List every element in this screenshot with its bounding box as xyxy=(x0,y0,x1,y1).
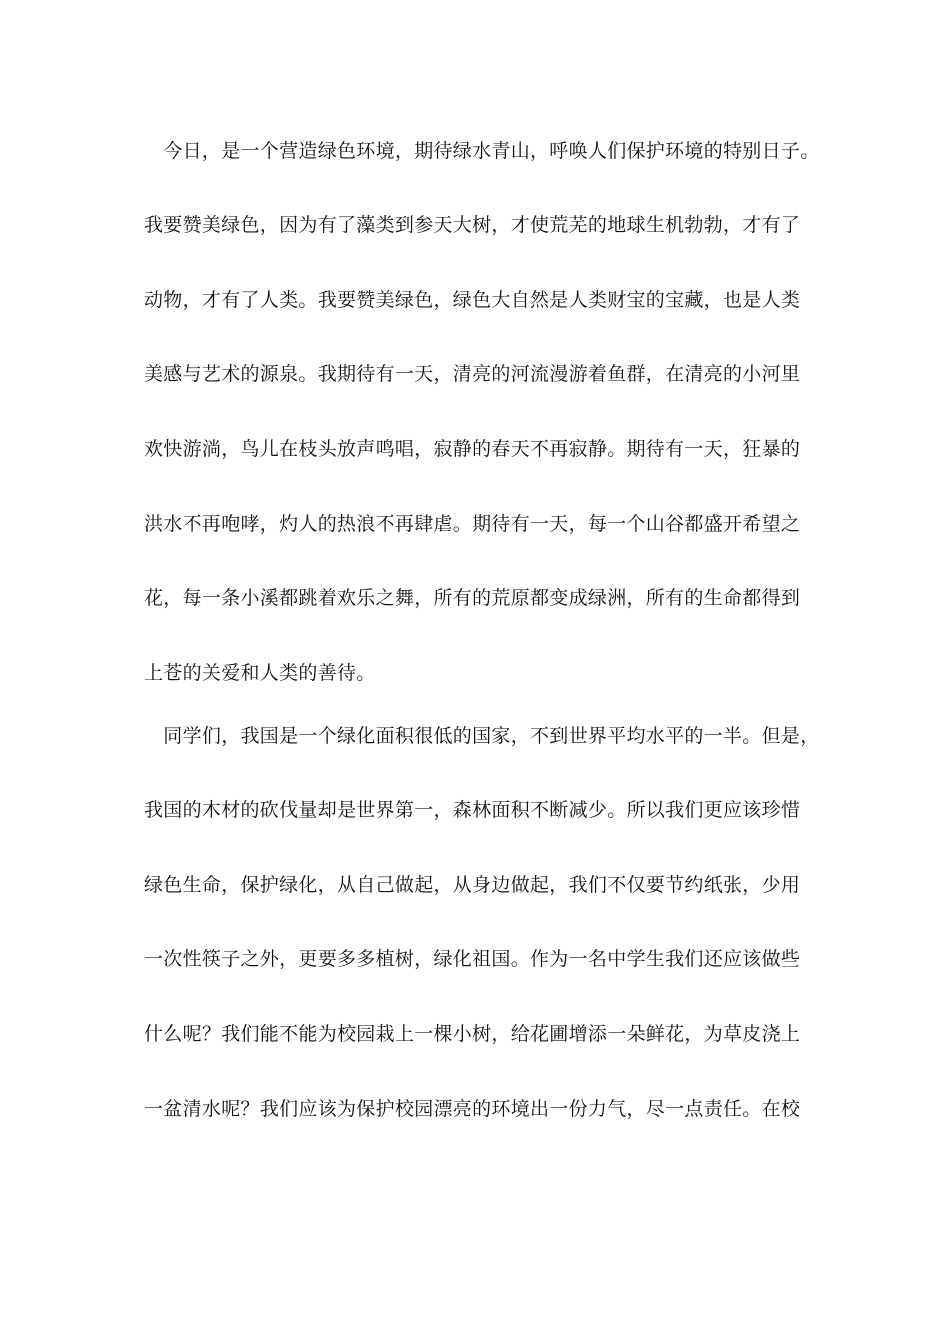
paragraph-2-line-1: 同学们，我国是一个绿化面积很低的国家，不到世界平均水平的一半。但是， xyxy=(144,725,820,747)
paragraph-1-line-6: 洪水不再咆哮，灼人的热浪不再肆虐。期待有一天，每一个山谷都盛开希望之 xyxy=(144,513,801,535)
paragraph-1-line-2: 我要赞美绿色，因为有了藻类到参天大树，才使荒芜的地球生机勃勃，才有了 xyxy=(144,214,801,236)
paragraph-1-line-7: 花，每一条小溪都跳着欢乐之舞，所有的荒原都变成绿洲，所有的生命都得到 xyxy=(144,587,801,609)
paragraph-2-line-3: 绿色生命，保护绿化，从自己做起，从身边做起，我们不仅要节约纸张，少用 xyxy=(144,874,801,896)
paragraph-2-line-5: 什么呢？我们能不能为校园栽上一棵小树，给花圃增添一朵鲜花，为草皮浇上 xyxy=(144,1023,801,1045)
paragraph-1-line-1: 今日，是一个营造绿色环境，期待绿水青山，呼唤人们保护环境的特别日子。 xyxy=(144,140,820,162)
paragraph-2-line-2: 我国的木材的砍伐量却是世界第一，森林面积不断减少。所以我们更应该珍惜 xyxy=(144,799,801,821)
paragraph-1-line-5: 欢快游淌，鸟儿在枝头放声鸣唱，寂静的春天不再寂静。期待有一天，狂暴的 xyxy=(144,438,801,460)
paragraph-1-line-3: 动物，才有了人类。我要赞美绿色，绿色大自然是人类财宝的宝藏，也是人类 xyxy=(144,289,801,311)
paragraph-1-line-4: 美感与艺术的源泉。我期待有一天，清亮的河流漫游着鱼群，在清亮的小河里 xyxy=(144,363,801,385)
paragraph-2-line-6: 一盆清水呢？我们应该为保护校园漂亮的环境出一份力气，尽一点责任。在校 xyxy=(144,1098,801,1120)
paragraph-1-line-8: 上苍的关爱和人类的善待。 xyxy=(144,662,376,684)
paragraph-2-line-4: 一次性筷子之外，更要多多植树，绿化祖国。作为一名中学生我们还应该做些 xyxy=(144,948,801,970)
